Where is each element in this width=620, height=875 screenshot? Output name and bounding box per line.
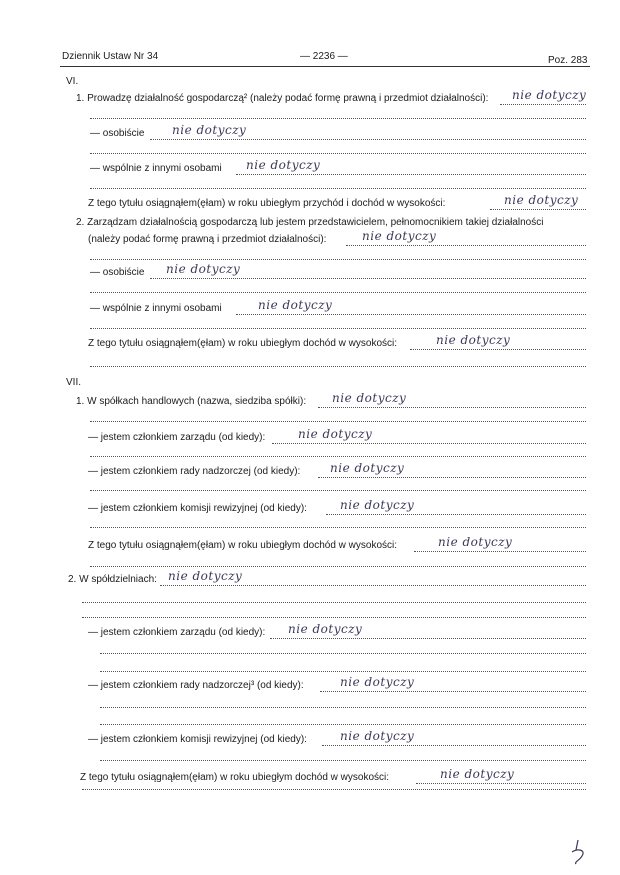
vi-item1-answer: nie dotyczy — [512, 88, 587, 102]
vii-item1-answer: nie dotyczy — [332, 391, 407, 405]
vii-item1-audit-answer: nie dotyczy — [340, 498, 415, 512]
section-vii-heading: VII. — [66, 377, 82, 388]
vii-item2-answer: nie dotyczy — [168, 569, 243, 583]
vii-item2-supervisory-label: — jestem członkiem rady nadzorczej³ (od kiedy): — [88, 680, 304, 691]
vi-item2-answer: nie dotyczy — [362, 229, 437, 243]
initials-mark — [568, 838, 590, 868]
header-rule — [60, 66, 590, 67]
vi-item2-personal-label: — osobiście — [90, 267, 145, 278]
vii-item1-supervisory-answer: nie dotyczy — [330, 461, 405, 475]
vi-item1-text: 1. Prowadzę działalność gospodarczą² (należy podać formę prawną i przedmiot działalności): — [76, 93, 489, 104]
vii-item2-audit-label: — jestem członkiem komisji rewizyjnej (od kiedy): — [88, 734, 307, 745]
vii-item1-board-answer: nie dotyczy — [298, 427, 373, 441]
vii-item2-text: 2. W spółdzielniach: — [68, 574, 157, 585]
vii-item2-income-label: Z tego tytułu osiągnąłem(ęłam) w roku ubiegłym dochód w wysokości: — [80, 772, 390, 783]
vii-item2-board-answer: nie dotyczy — [288, 622, 363, 636]
vi-item2-income-answer: nie dotyczy — [436, 333, 511, 347]
vi-item2-text-line1: 2. Zarządzam działalnością gospodarczą lub jestem przedstawicielem, pełnomocnikiem takiej działalności — [76, 217, 544, 228]
vii-item2-supervisory-answer: nie dotyczy — [340, 675, 415, 689]
vii-item2-board-label: — jestem członkiem zarządu (od kiedy): — [88, 627, 266, 638]
vi-item1-income-answer: nie dotyczy — [504, 193, 579, 207]
vii-item1-audit-label: — jestem członkiem komisji rewizyjnej (od kiedy): — [88, 503, 307, 514]
vi-item2-joint-label: — wspólnie z innymi osobami — [90, 303, 222, 314]
vii-item1-income-label: Z tego tytułu osiągnąłem(ęłam) w roku ubiegłym dochód w wysokości: — [88, 540, 398, 551]
vi-item1-income-label: Z tego tytułu osiągnąłem(ęłam) w roku ubiegłym przychód i dochód w wysokości: — [88, 198, 446, 209]
section-vi-heading: VI. — [66, 76, 79, 87]
vii-item1-supervisory-label: — jestem członkiem rady nadzorczej (od kiedy): — [88, 466, 301, 477]
vi-item2-personal-answer: nie dotyczy — [166, 262, 241, 276]
vi-item2-text-line2: (należy podać formę prawną i przedmiot działalności): — [88, 234, 327, 245]
position-number: Poz. 283 — [548, 55, 588, 66]
vii-item1-income-answer: nie dotyczy — [438, 535, 513, 549]
vi-item2-joint-answer: nie dotyczy — [258, 298, 333, 312]
vii-item1-text: 1. W spółkach handlowych (nazwa, siedziba spółki): — [76, 396, 307, 407]
vi-item1-joint-label: — wspólnie z innymi osobami — [90, 163, 222, 174]
page-number: — 2236 — — [300, 51, 348, 62]
vii-item2-audit-answer: nie dotyczy — [340, 729, 415, 743]
vi-item1-personal-label: — osobiście — [90, 128, 145, 139]
vi-item1-personal-answer: nie dotyczy — [172, 123, 247, 137]
vii-item1-board-label: — jestem członkiem zarządu (od kiedy): — [88, 432, 266, 443]
vi-item1-joint-answer: nie dotyczy — [246, 158, 321, 172]
vi-item2-income-label: Z tego tytułu osiągnąłem(ęłam) w roku ubiegłym dochód w wysokości: — [88, 338, 398, 349]
vii-item2-income-answer: nie dotyczy — [440, 767, 515, 781]
journal-title: Dziennik Ustaw Nr 34 — [62, 51, 159, 62]
